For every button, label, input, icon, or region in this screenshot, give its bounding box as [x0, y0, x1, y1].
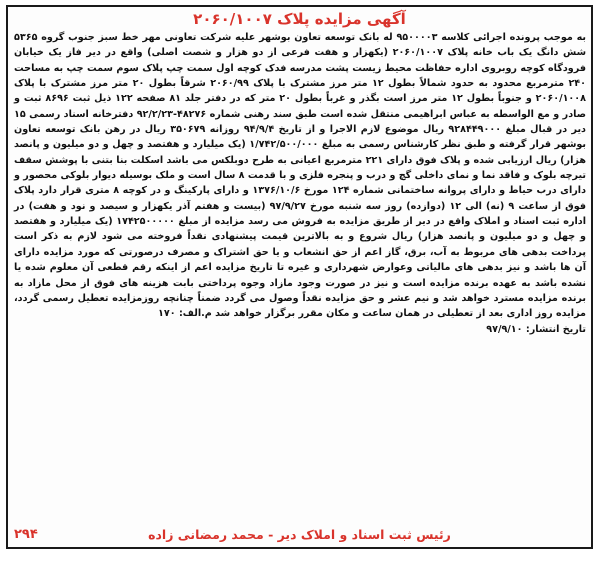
notice-code: ۲۹۴ — [14, 527, 38, 542]
signature: رئیس ثبت اسناد و املاک دیر - محمد رمضانی زاده — [148, 527, 451, 542]
publish-date: تاریخ انتشار: ۹۷/۹/۱۰ — [486, 323, 586, 335]
notice-body-container — [8, 30, 591, 337]
notice-body: به موجب پرونده اجرائی کلاسه ۹۵۰۰۰۰۳ له بانک توسعه تعاون بوشهر علیه شرکت تعاونی مهر خط سبز جنوب گروه ۵۳۶۵ شش دانگ یک باب خانه پلاک ۲۰۶۰/۱۰۰۷ (یکهزار و هفت فرعی از دو هزار و شصت اصلی) واقع در دیر فاز یک خیابان فرودگاه کوچه روبروی اداره حفاظت محیط زیست پشت مدرسه فدک کوچه اول سمت چپ پلاک سوم سمت چپ به مساحت ۲۴۰ مترمربع محدود به حدود شمالاً بطول ۱۲ متر مرز مشترک با پلاک ۲۰۶۰/۹۹ شرقاً بطول ۲۰ متر مرز مشترک با پلاک ۲۰۶۰/۱۰۰۸ و جنوباً بطول ۱۲ متر مرز است بگذر و غرباً بطول ۲۰ متر که در دفتر جلد ۸۱ صفحه ۱۲۲ ذیل ثبت ۸۶۹۶ ثبت و صادر و مع الواسطه به عباس ابراهیمی منتقل شده است طبق سند رهنی شماره ۴۸۲۷۶-۹۲/۲/۲۳ دفترخانه اسناد رسمی ۱۵ دیر در قبال مبلغ ۹۲۸۴۴۹۰۰۰ ریال موضوع لازم الاجرا و از تاریخ ۹۴/۹/۴ روزانه ۳۵۰۶۷۹ ریال در رهن بانک توسعه تعاون بوشهر قرار گرفته و طبق نظر کارشناس رسمی به مبلغ ۱/۷۴۲/۵۰۰/۰۰۰ (یک میلیارد و هفتصد و چهل و دو میلیون و پانصد هزار) ریال ارزیابی شده و پلاک فوق دارای ۲۲۱ مترمربع اعیانی به طرح دوبلکس می باشد اسکلت بنا بتنی با پوشش سقف تیرچه بلوک و فاقد نما و نمای داخلی گچ و درب و پنجره فلزی و با قدمت ۸ سال است و ملک بوسیله دیوار بلوکی محصور و دارای درب حیاط و دارای پروانه ساختمانی شماره ۱۲۴ مورخ ۱۳۷۶/۱۰/۶ و دارای پارکینگ و در کوچه ۸ متری قرار دارد پلاک فوق از ساعت ۹ (نه) الی ۱۲ (دوازده) روز سه شنبه مورخ ۹۷/۹/۲۷ (بیست و هفتم آذر یکهزار و سیصد و نود و هفت) در اداره ثبت اسناد و املاک واقع در دیر از طریق مزایده به فروش می رسد مزایده از مبلغ ۱۷۴۲۵۰۰۰۰۰ (یک میلیارد و هفتصد و چهل و دو میلیون و پانصد هزار) ریال شروع و به بالاترین قیمت پیشنهادی نقداً فروخته می شود لازم به ذکر است پرداخت بدهی های مربوط به آب، برق، گاز اعم از حق انشعاب و یا حق اشتراک و مصرف درصورتی که مورد مزایده دارای آن ها باشد و نیز بدهی های مالیاتی وعوارض شهرداری و غیره تا تاریخ مزایده اعم از اینکه رقم قطعی آن معلوم شده یا نشده باشد به عهده برنده مزایده است و نیز در صورت وجود مازاد وجوه پرداختی بابت هزینه های فوق از محل مازاد به برنده مزایده مسترد خواهد شد و نیم عشر و حق مزایده نقداً وصول می گردد ضمناً چنانچه روزمزایده تعطیل رسمی گردد، مزایده روز اداری بعد از تعطیلی در همان ساعت و مکان مقرر برگزار خواهد شد م.الف: ۱۷۰ — [14, 32, 587, 320]
notice-title: آگهی مزایده پلاک ۲۰۶۰/۱۰۰۷ — [193, 10, 406, 28]
notice-footer — [8, 525, 591, 545]
auction-notice — [6, 5, 593, 549]
